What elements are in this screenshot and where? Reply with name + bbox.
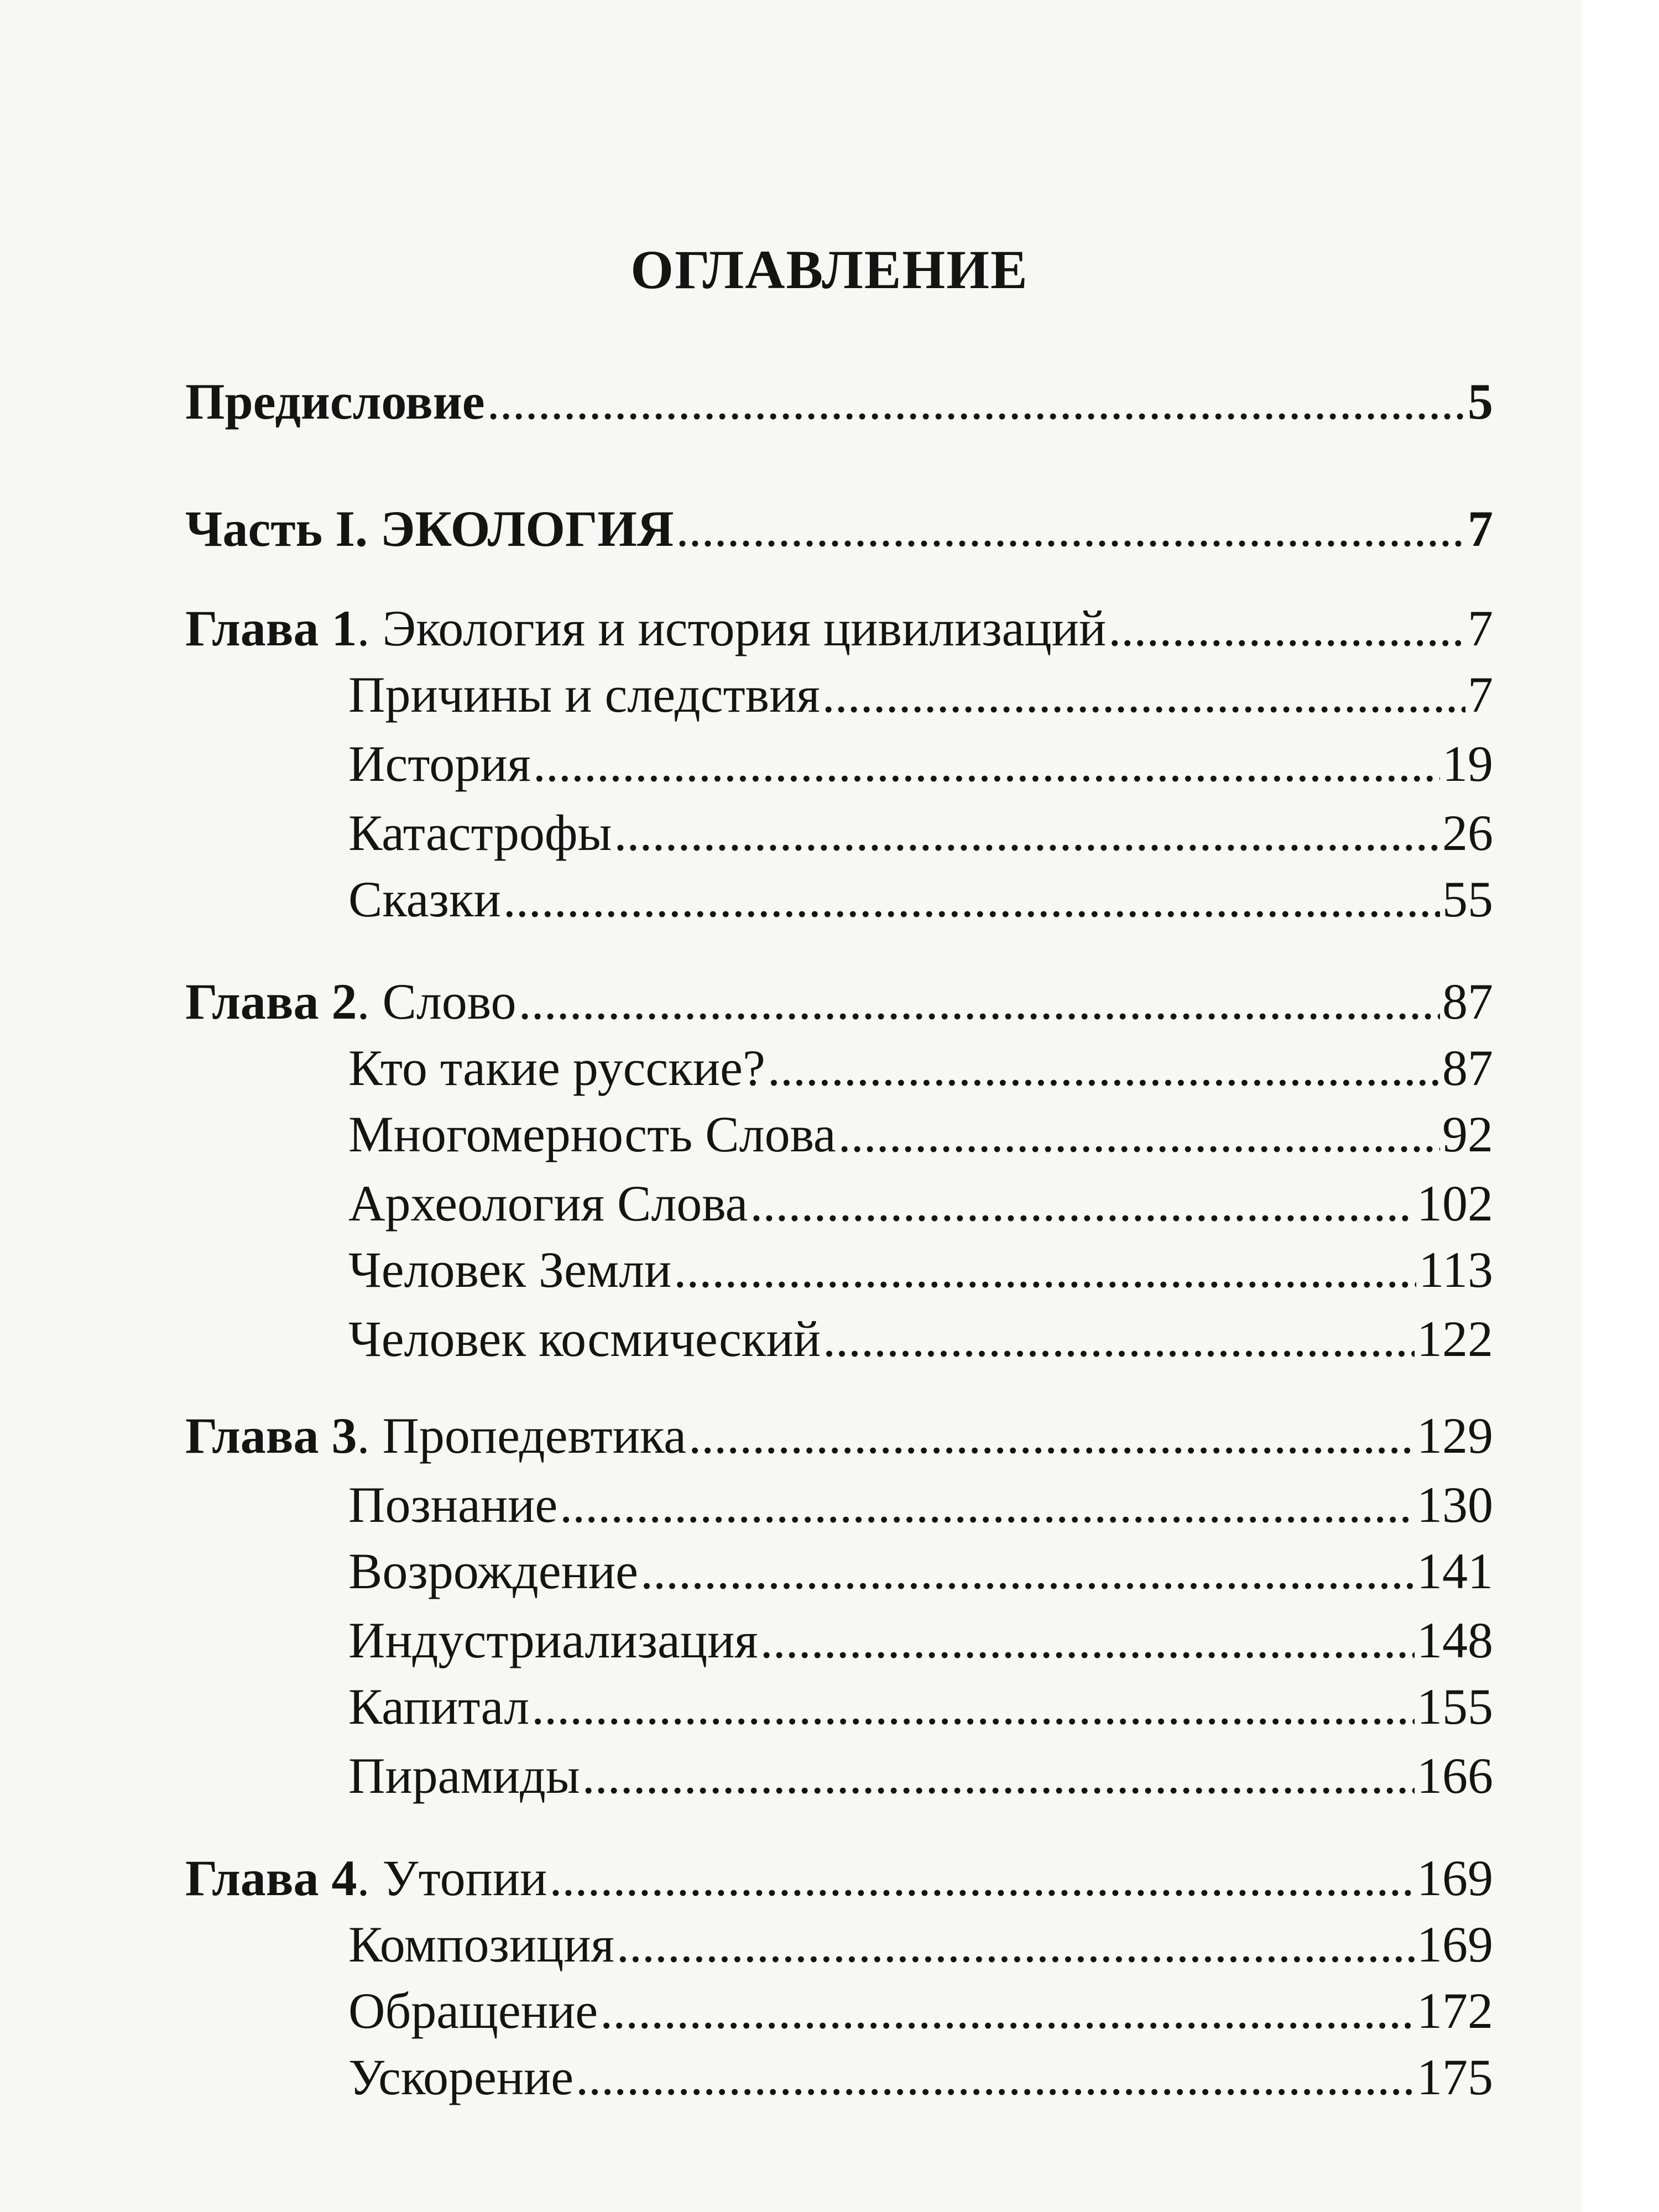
page-number: 175 (1417, 2049, 1493, 2105)
toc-entry (185, 500, 1493, 557)
toc-subentry (348, 1543, 1493, 1599)
toc-entry-text: Пирамиды (348, 1747, 580, 1804)
toc-entry-text: . Утопии (357, 1850, 547, 1906)
toc-entry-text: Капитал (348, 1678, 530, 1735)
page-number: 141 (1417, 1543, 1493, 1599)
chapter-number: Глава 4 (185, 1850, 357, 1906)
toc-subentry (348, 1241, 1493, 1298)
toc-entry-text: История (348, 735, 531, 792)
toc-entry-label (348, 1106, 836, 1162)
toc-subentry (348, 1311, 1493, 1367)
toc-subentry (348, 1983, 1493, 2039)
toc-entry-label (348, 1678, 530, 1735)
page-number: 113 (1418, 1241, 1493, 1298)
toc-entry-label (348, 1040, 765, 1096)
dot-leader (688, 1410, 1415, 1461)
dot-leader (487, 376, 1465, 427)
toc-subentry (348, 1747, 1493, 1804)
dot-leader (674, 1244, 1416, 1295)
chapter-number: Глава 3 (185, 1407, 357, 1464)
page-number: 7 (1468, 500, 1493, 557)
toc-subentry (348, 1916, 1493, 1973)
page-number: 148 (1417, 1612, 1493, 1668)
toc-subentry (348, 666, 1493, 723)
toc-entry (185, 1850, 1493, 1906)
toc-entry-label (348, 1477, 558, 1533)
toc-subentry (348, 2049, 1493, 2105)
toc-entry-label (185, 373, 485, 430)
toc-entry-text: Причины и следствия (348, 666, 820, 723)
page-number: 169 (1417, 1850, 1493, 1906)
dot-leader (640, 1546, 1415, 1597)
dot-leader (760, 1615, 1415, 1666)
toc-entry-label (348, 1543, 638, 1599)
dot-leader (823, 1313, 1415, 1364)
toc-entry-text: Предисловие (185, 373, 485, 430)
toc-entry-text: Композиция (348, 1916, 614, 1973)
dot-leader (768, 1042, 1440, 1093)
toc-entry-label (185, 973, 517, 1030)
toc-entry-text: Человек космический (348, 1311, 821, 1367)
dot-leader (519, 976, 1440, 1027)
page-number: 102 (1417, 1175, 1493, 1232)
dot-leader (676, 503, 1465, 554)
dot-leader (531, 1681, 1415, 1732)
toc-entry (185, 600, 1493, 656)
toc-subentry (348, 805, 1493, 861)
page-margin (1582, 0, 1659, 2212)
toc-entry-label (348, 1747, 580, 1804)
page-title: ОГЛАВЛЕНИЕ (630, 239, 1029, 300)
dot-leader (750, 1178, 1415, 1229)
toc-entry (185, 973, 1493, 1030)
toc-entry-text: . Слово (357, 973, 517, 1030)
page-number: 155 (1417, 1678, 1493, 1735)
toc-entry-text: Катастрофы (348, 805, 612, 861)
page-number: 19 (1442, 735, 1493, 792)
chapter-number: Глава 1 (185, 600, 357, 656)
dot-leader (533, 738, 1440, 789)
toc-entry-text: Часть I. ЭКОЛОГИЯ (185, 500, 674, 557)
toc-entry-label (348, 1175, 748, 1232)
toc-entry-text: Ускорение (348, 2049, 574, 2105)
toc-entry-label (348, 666, 820, 723)
toc-entry-text: Кто такие русские? (348, 1040, 765, 1096)
page-number: 5 (1468, 373, 1493, 430)
toc-entry-label (185, 1407, 687, 1464)
dot-leader (560, 1479, 1415, 1530)
toc-entry-text: Обращение (348, 1983, 598, 2039)
toc-entry-label (185, 600, 1107, 656)
toc-entry-label (348, 1612, 758, 1668)
dot-leader (1108, 603, 1465, 654)
dot-leader (614, 807, 1440, 858)
toc-entry-label (348, 1311, 821, 1367)
dot-leader (617, 1919, 1415, 1970)
toc-entry-label (348, 1983, 598, 2039)
page-number: 129 (1417, 1407, 1493, 1464)
page-number: 130 (1417, 1477, 1493, 1533)
toc-subentry (348, 1477, 1493, 1533)
page-number: 122 (1417, 1311, 1493, 1367)
toc-subentry (348, 1175, 1493, 1232)
page-number: 7 (1468, 666, 1493, 723)
page-number: 7 (1468, 600, 1493, 656)
toc-entry-text: . Пропедевтика (357, 1407, 687, 1464)
toc-entry-text: Сказки (348, 871, 501, 927)
toc-subentry (348, 1612, 1493, 1668)
toc-subentry (348, 1678, 1493, 1735)
toc-entry-text: Археология Слова (348, 1175, 748, 1232)
toc-entry-label (348, 1916, 614, 1973)
toc-entry-text: . Экология и история цивилизаций (357, 600, 1107, 656)
toc-entry-text: Человек Земли (348, 1241, 672, 1298)
page-number: 87 (1442, 973, 1493, 1030)
toc-entry-label (348, 2049, 574, 2105)
toc-entry-text: Возрождение (348, 1543, 638, 1599)
toc-subentry (348, 1040, 1493, 1096)
dot-leader (600, 1985, 1415, 2036)
toc-entry-label (348, 871, 501, 927)
toc-subentry (348, 1106, 1493, 1162)
toc-entry (185, 373, 1493, 430)
toc-entry-text: Индустриализация (348, 1612, 758, 1668)
dot-leader (503, 874, 1440, 925)
page-number: 87 (1442, 1040, 1493, 1096)
dot-leader (838, 1109, 1440, 1160)
page-number: 26 (1442, 805, 1493, 861)
toc-entry-label (185, 500, 674, 557)
toc-entry-label (348, 805, 612, 861)
dot-leader (822, 669, 1465, 720)
dot-leader (582, 1750, 1415, 1801)
page-number: 55 (1442, 871, 1493, 927)
page-number: 166 (1417, 1747, 1493, 1804)
dot-leader (576, 2052, 1415, 2103)
toc-subentry (348, 735, 1493, 792)
page-number: 169 (1417, 1916, 1493, 1973)
toc-subentry (348, 871, 1493, 927)
page-number: 172 (1417, 1983, 1493, 2039)
page-number: 92 (1442, 1106, 1493, 1162)
toc-entry-label (348, 735, 531, 792)
toc-entry-label (185, 1850, 547, 1906)
toc-entry-text: Познание (348, 1477, 558, 1533)
dot-leader (549, 1853, 1415, 1903)
chapter-number: Глава 2 (185, 973, 357, 1030)
toc-entry-text: Многомерность Слова (348, 1106, 836, 1162)
toc-entry (185, 1407, 1493, 1464)
toc-entry-label (348, 1241, 672, 1298)
